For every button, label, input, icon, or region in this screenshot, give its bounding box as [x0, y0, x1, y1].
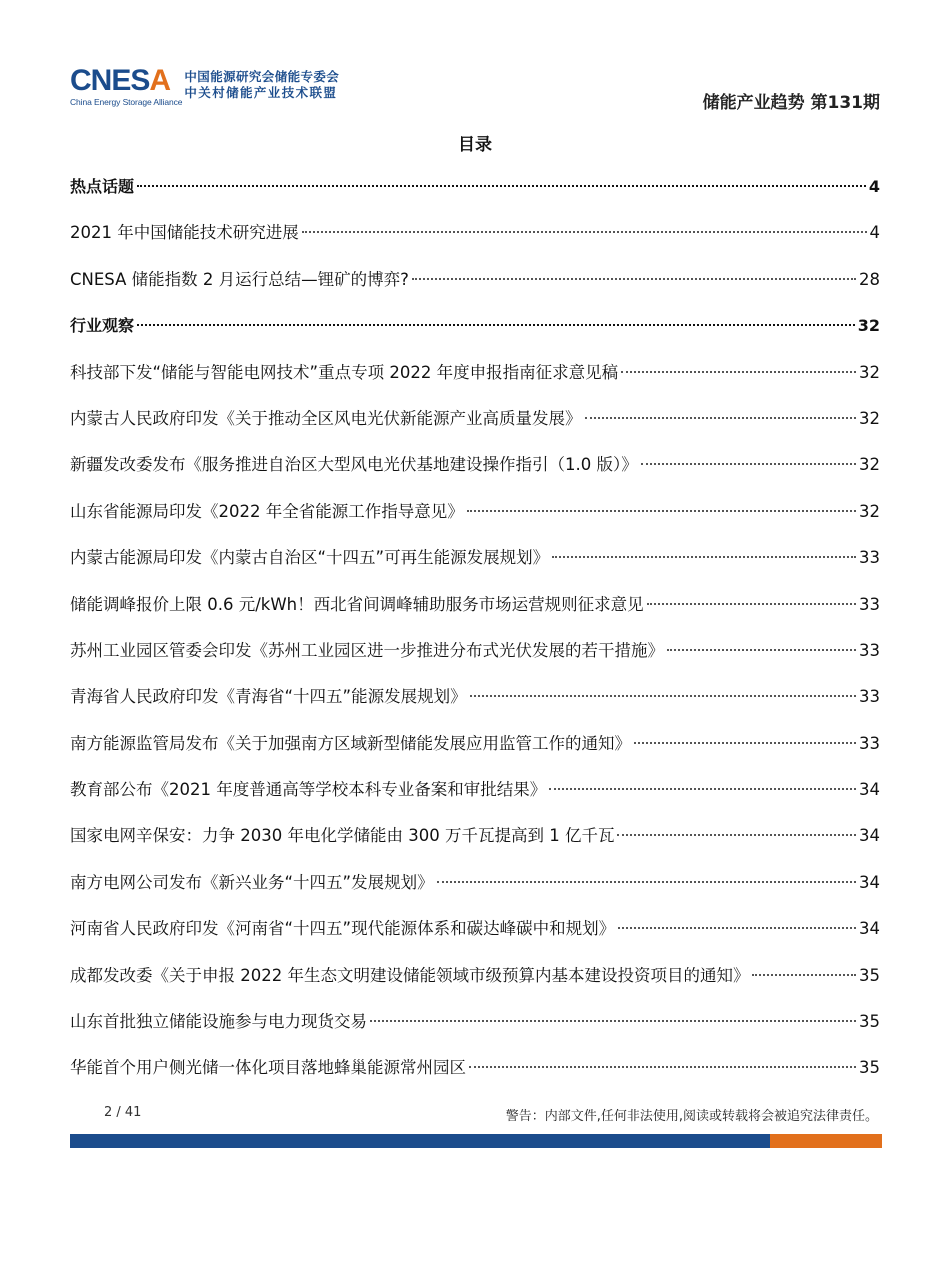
toc-entry-page: 32 [859, 501, 880, 521]
toc-entry-label: 山东首批独立储能设施参与电力现货交易 [70, 1012, 367, 1032]
toc-entry-page: 34 [859, 780, 880, 800]
toc-entry[interactable] [70, 906, 880, 952]
toc-entry-page: 4 [869, 223, 880, 243]
toc-entry-label: 南方能源监管局发布《关于加强南方区域新型储能发展应用监管工作的通知》 [70, 733, 631, 753]
toc-entry-label: 内蒙古人民政府印发《关于推动全区风电光伏新能源产业高质量发展》 [70, 408, 582, 428]
logo-cn-line2: 中关村储能产业技术联盟 [184, 85, 338, 100]
toc-entry-label: 行业观察 [70, 316, 135, 336]
toc-dot-leader [469, 1066, 856, 1068]
toc-entry-label: 新疆发改委发布《服务推进自治区大型风电光伏基地建设操作指引（1.0 版）》 [70, 455, 638, 475]
toc-entry-page: 33 [859, 548, 880, 568]
toc-entry[interactable] [70, 860, 880, 906]
toc-dot-leader [137, 324, 855, 326]
toc-entry-page: 33 [859, 640, 880, 660]
issue-title: 储能产业趋势 第131期 [702, 93, 880, 113]
toc-entry-page: 34 [859, 919, 880, 939]
toc-dot-leader [552, 556, 856, 558]
toc-dot-leader [370, 1020, 856, 1022]
toc-entry[interactable] [70, 350, 880, 396]
logo-text-sub: China Energy Storage Alliance [70, 97, 183, 107]
toc-entry[interactable] [70, 535, 880, 581]
toc-dot-leader [647, 603, 856, 605]
toc-dot-leader [752, 974, 856, 976]
toc-entry-page: 32 [859, 455, 880, 475]
toc-dot-leader [137, 185, 866, 187]
toc-dot-leader [585, 417, 857, 419]
toc-section-heading[interactable] [70, 164, 880, 210]
toc-dot-leader [641, 463, 856, 465]
toc-entry[interactable] [70, 257, 880, 303]
toc-dot-leader [549, 788, 856, 790]
toc-entry-page: 32 [857, 316, 880, 336]
toc-entry-page: 32 [859, 362, 880, 382]
toc-entry-label: 成都发改委《关于申报 2022 年生态文明建设储能领域市级预算内基本建设投资项目的通知》 [70, 965, 750, 985]
toc-entry[interactable] [70, 210, 880, 256]
toc-entry-label: 苏州工业园区管委会印发《苏州工业园区进一步推进分布式光伏发展的若干措施》 [70, 640, 664, 660]
toc-entry-page: 35 [859, 965, 880, 985]
toc-entry-label: 河南省人民政府印发《河南省“十四五”现代能源体系和碳达峰碳中和规划》 [70, 919, 616, 939]
toc-entry-page: 28 [859, 269, 880, 289]
toc-entry-label: 2021 年中国储能技术研究进展 [70, 223, 299, 243]
toc-entry-label: 储能调峰报价上限 0.6 元/kWh！西北省间调峰辅助服务市场运营规则征求意见 [70, 594, 644, 614]
toc-entry[interactable] [70, 813, 880, 859]
toc-title: 目录 [458, 135, 492, 155]
toc-entry[interactable] [70, 999, 880, 1045]
toc-entry-label: CNESA 储能指数 2 月运行总结—锂矿的博弈? [70, 269, 409, 289]
toc-dot-leader [618, 927, 856, 929]
toc-entry-label: 南方电网公司发布《新兴业务“十四五”发展规划》 [70, 872, 434, 892]
toc-entry-page: 34 [859, 872, 880, 892]
toc-entry-label: 山东省能源局印发《2022 年全省能源工作指导意见》 [70, 501, 464, 521]
table-of-contents [70, 164, 880, 1092]
toc-dot-leader [617, 834, 856, 836]
toc-dot-leader [470, 695, 856, 697]
footer-bar-blue [70, 1134, 770, 1148]
toc-entry-page: 33 [859, 733, 880, 753]
toc-entry-label: 青海省人民政府印发《青海省“十四五”能源发展规划》 [70, 687, 467, 707]
cnesa-logo [70, 66, 339, 107]
page-indicator: 2 / 41 [104, 1105, 142, 1120]
logo-cn-line1: 中国能源研究会储能专委会 [184, 69, 340, 84]
toc-section-heading[interactable] [70, 303, 880, 349]
toc-entry-label: 内蒙古能源局印发《内蒙古自治区“十四五”可再生能源发展规划》 [70, 548, 550, 568]
logo-mark [70, 66, 182, 107]
toc-entry[interactable] [70, 674, 880, 720]
toc-entry-page: 35 [859, 1012, 880, 1032]
toc-entry-page: 33 [859, 687, 880, 707]
toc-dot-leader [621, 371, 856, 373]
toc-dot-leader [467, 510, 856, 512]
toc-entry[interactable] [70, 396, 880, 442]
footer-bar-orange [770, 1134, 882, 1148]
toc-entry[interactable] [70, 767, 880, 813]
logo-letters: CNES [70, 64, 150, 97]
toc-entry-page: 34 [859, 826, 880, 846]
toc-entry-label: 科技部下发“储能与智能电网技术”重点专项 2022 年度申报指南征求意见稿 [70, 362, 619, 382]
toc-entry-label: 教育部公布《2021 年度普通高等学校本科专业备案和审批结果》 [70, 780, 547, 800]
toc-entry[interactable] [70, 442, 880, 488]
legal-warning: 警告：内部文件,任何非法使用,阅读或转载将会被追究法律责任。 [505, 1109, 878, 1124]
toc-entry[interactable] [70, 953, 880, 999]
toc-dot-leader [634, 742, 856, 744]
toc-entry-page: 35 [859, 1058, 880, 1078]
footer-color-bar [70, 1134, 882, 1148]
toc-entry-page: 32 [859, 408, 880, 428]
toc-entry-page: 4 [868, 177, 880, 196]
logo-text-main [70, 66, 182, 96]
toc-entry-label: 国家电网辛保安：力争 2030 年电化学储能由 300 万千瓦提高到 1 亿千瓦 [70, 826, 615, 846]
toc-entry-label: 热点话题 [70, 177, 135, 196]
toc-entry[interactable] [70, 489, 880, 535]
toc-entry-label: 华能首个用户侧光储一体化项目落地蜂巢能源常州园区 [70, 1058, 466, 1078]
toc-entry[interactable] [70, 1045, 880, 1091]
toc-entry[interactable] [70, 721, 880, 767]
logo-chinese-name [184, 66, 339, 101]
logo-letter-accent: A [149, 64, 171, 97]
toc-dot-leader [302, 231, 867, 233]
toc-entry[interactable] [70, 582, 880, 628]
toc-dot-leader [412, 278, 856, 280]
toc-dot-leader [437, 881, 856, 883]
toc-entry-page: 33 [859, 594, 880, 614]
toc-entry[interactable] [70, 628, 880, 674]
toc-dot-leader [667, 649, 856, 651]
